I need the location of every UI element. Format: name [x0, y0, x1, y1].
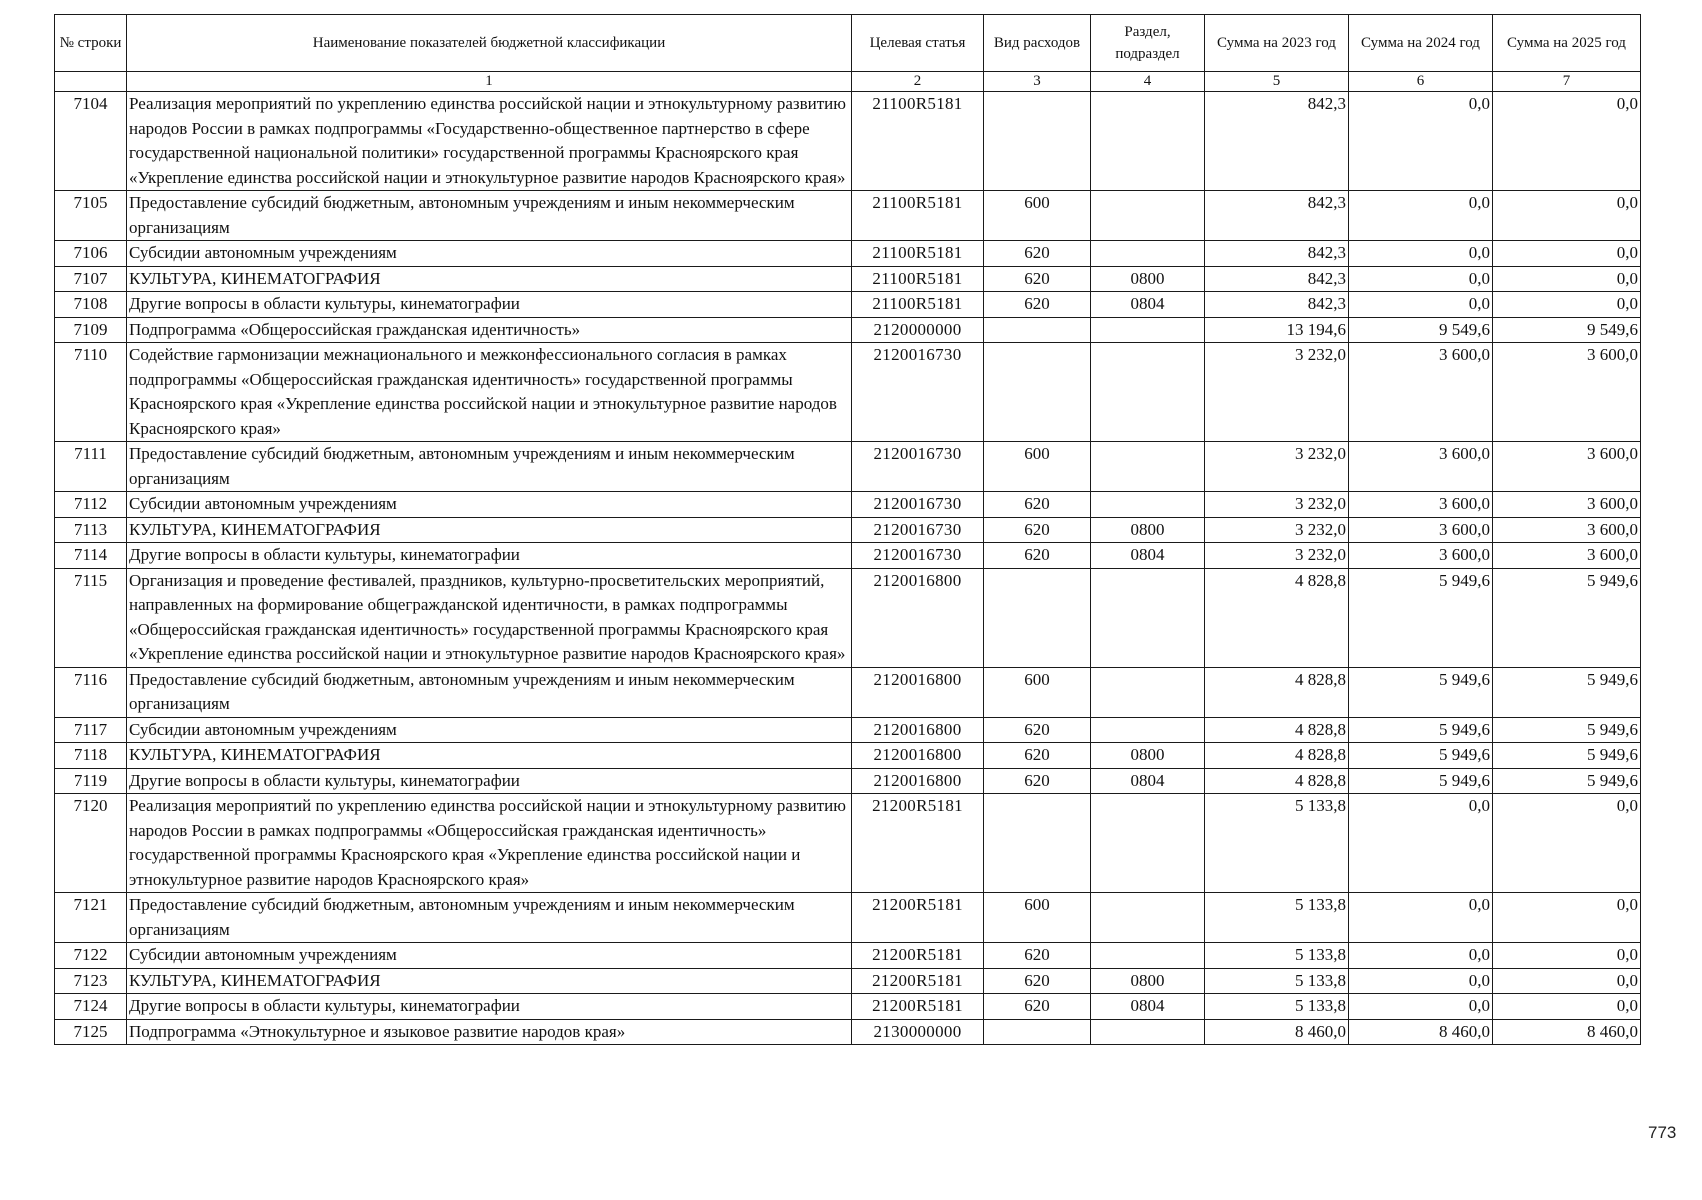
row-number-cell: 7122: [55, 943, 127, 969]
sum-2024-cell: 0,0: [1349, 292, 1493, 318]
table-row: [55, 266, 1641, 292]
table-row: [55, 191, 1641, 241]
sum-2024-cell: 5 949,6: [1349, 717, 1493, 743]
section-cell: 0800: [1091, 266, 1205, 292]
target-article-cell: 2120000000: [852, 317, 984, 343]
row-number-cell: 7114: [55, 543, 127, 569]
row-number-cell: 7117: [55, 717, 127, 743]
target-article-cell: 21200R5181: [852, 968, 984, 994]
indicator-name-cell: Подпрограмма «Общероссийская гражданская идентичность»: [127, 317, 852, 343]
target-article-cell: 21200R5181: [852, 943, 984, 969]
row-number-cell: 7112: [55, 492, 127, 518]
sum-2024-cell: 0,0: [1349, 241, 1493, 267]
row-number-cell: 7108: [55, 292, 127, 318]
sum-2023-cell: 8 460,0: [1205, 1019, 1349, 1045]
sum-2025-cell: 0,0: [1493, 943, 1641, 969]
sum-2023-cell: 4 828,8: [1205, 717, 1349, 743]
table-row: [55, 994, 1641, 1020]
header-razdel: Раздел, подраздел: [1091, 15, 1205, 72]
indicator-name-cell: Субсидии автономным учреждениям: [127, 492, 852, 518]
target-article-cell: 21200R5181: [852, 794, 984, 893]
sum-2025-cell: 0,0: [1493, 191, 1641, 241]
target-article-cell: 2120016800: [852, 667, 984, 717]
table-row: [55, 317, 1641, 343]
indicator-name-cell: Предоставление субсидий бюджетным, автономным учреждениям и иным некоммерческим организациям: [127, 442, 852, 492]
row-number-cell: 7121: [55, 893, 127, 943]
sum-2023-cell: 842,3: [1205, 241, 1349, 267]
indicator-name-cell: Другие вопросы в области культуры, кинематографии: [127, 994, 852, 1020]
row-number-cell: 7124: [55, 994, 127, 1020]
table-row: [55, 442, 1641, 492]
sum-2023-cell: 4 828,8: [1205, 568, 1349, 667]
table-row: [55, 968, 1641, 994]
page-number: 773: [1648, 1123, 1677, 1142]
row-number-cell: 7105: [55, 191, 127, 241]
budget-table: [54, 14, 1641, 1045]
sum-2023-cell: 5 133,8: [1205, 794, 1349, 893]
target-article-cell: 2120016730: [852, 442, 984, 492]
table-row: [55, 292, 1641, 318]
sum-2023-cell: 3 232,0: [1205, 442, 1349, 492]
table-body: [55, 92, 1641, 1045]
sum-2024-cell: 0,0: [1349, 968, 1493, 994]
section-cell: [1091, 717, 1205, 743]
expense-type-cell: 620: [984, 292, 1091, 318]
indicator-name-cell: Другие вопросы в области культуры, кинематографии: [127, 543, 852, 569]
indicator-name-cell: Субсидии автономным учреждениям: [127, 717, 852, 743]
sum-2025-cell: 5 949,6: [1493, 717, 1641, 743]
sum-2023-cell: 3 232,0: [1205, 343, 1349, 442]
column-number: 7: [1493, 72, 1641, 92]
sum-2025-cell: 3 600,0: [1493, 543, 1641, 569]
indicator-name-cell: Предоставление субсидий бюджетным, автономным учреждениям и иным некоммерческим организациям: [127, 191, 852, 241]
sum-2023-cell: 4 828,8: [1205, 667, 1349, 717]
section-cell: 0800: [1091, 743, 1205, 769]
sum-2023-cell: 3 232,0: [1205, 517, 1349, 543]
section-cell: [1091, 442, 1205, 492]
sum-2024-cell: 0,0: [1349, 943, 1493, 969]
sum-2024-cell: 5 949,6: [1349, 768, 1493, 794]
row-number-cell: 7111: [55, 442, 127, 492]
sum-2023-cell: 3 232,0: [1205, 492, 1349, 518]
expense-type-cell: 620: [984, 241, 1091, 267]
sum-2024-cell: 0,0: [1349, 191, 1493, 241]
expense-type-cell: 620: [984, 943, 1091, 969]
sum-2025-cell: 0,0: [1493, 968, 1641, 994]
sum-2023-cell: 5 133,8: [1205, 893, 1349, 943]
sum-2025-cell: 9 549,6: [1493, 317, 1641, 343]
row-number-cell: 7123: [55, 968, 127, 994]
section-cell: 0800: [1091, 517, 1205, 543]
target-article-cell: 21100R5181: [852, 241, 984, 267]
sum-2025-cell: 3 600,0: [1493, 343, 1641, 442]
section-cell: [1091, 191, 1205, 241]
indicator-name-cell: Реализация мероприятий по укреплению единства российской нации и этнокультурному развитию народов России в рамках подпрограммы «Государственно-общественное партнерство в сфере государственной национальной политики» государственной программы Красноярского края «Укрепление единства российской нации и этнокультурное развитие народов Красноярского края»: [127, 92, 852, 191]
sum-2025-cell: 5 949,6: [1493, 568, 1641, 667]
sum-2024-cell: 8 460,0: [1349, 1019, 1493, 1045]
target-article-cell: 2120016730: [852, 492, 984, 518]
section-cell: 0804: [1091, 994, 1205, 1020]
column-number: 3: [984, 72, 1091, 92]
row-number-cell: 7120: [55, 794, 127, 893]
row-number-cell: 7110: [55, 343, 127, 442]
table-row: [55, 717, 1641, 743]
section-cell: [1091, 92, 1205, 191]
section-cell: [1091, 568, 1205, 667]
indicator-name-cell: Другие вопросы в области культуры, кинематографии: [127, 292, 852, 318]
target-article-cell: 2120016730: [852, 543, 984, 569]
target-article-cell: 21100R5181: [852, 191, 984, 241]
header-name: Наименование показателей бюджетной классификации: [127, 15, 852, 72]
indicator-name-cell: КУЛЬТУРА, КИНЕМАТОГРАФИЯ: [127, 968, 852, 994]
row-number-cell: 7104: [55, 92, 127, 191]
sum-2023-cell: 13 194,6: [1205, 317, 1349, 343]
row-number-cell: 7113: [55, 517, 127, 543]
header-sum-2025: Сумма на 2025 год: [1493, 15, 1641, 72]
sum-2025-cell: 3 600,0: [1493, 442, 1641, 492]
section-cell: [1091, 492, 1205, 518]
column-number: 6: [1349, 72, 1493, 92]
expense-type-cell: 600: [984, 893, 1091, 943]
expense-type-cell: 600: [984, 667, 1091, 717]
expense-type-cell: [984, 794, 1091, 893]
sum-2025-cell: 0,0: [1493, 893, 1641, 943]
sum-2024-cell: 9 549,6: [1349, 317, 1493, 343]
sum-2024-cell: 3 600,0: [1349, 543, 1493, 569]
indicator-name-cell: Подпрограмма «Этнокультурное и языковое развитие народов края»: [127, 1019, 852, 1045]
target-article-cell: 21100R5181: [852, 92, 984, 191]
sum-2025-cell: 3 600,0: [1493, 517, 1641, 543]
sum-2024-cell: 0,0: [1349, 794, 1493, 893]
indicator-name-cell: КУЛЬТУРА, КИНЕМАТОГРАФИЯ: [127, 517, 852, 543]
sum-2024-cell: 0,0: [1349, 893, 1493, 943]
expense-type-cell: 620: [984, 517, 1091, 543]
sum-2024-cell: 5 949,6: [1349, 667, 1493, 717]
sum-2024-cell: 3 600,0: [1349, 343, 1493, 442]
header-target: Целевая статья: [852, 15, 984, 72]
column-number-row: [55, 72, 1641, 92]
section-cell: [1091, 343, 1205, 442]
table-row: [55, 517, 1641, 543]
sum-2023-cell: 5 133,8: [1205, 994, 1349, 1020]
section-cell: 0800: [1091, 968, 1205, 994]
indicator-name-cell: Предоставление субсидий бюджетным, автономным учреждениям и иным некоммерческим организациям: [127, 667, 852, 717]
sum-2025-cell: 0,0: [1493, 794, 1641, 893]
table-row: [55, 492, 1641, 518]
target-article-cell: 2120016800: [852, 768, 984, 794]
table-row: [55, 343, 1641, 442]
sum-2024-cell: 3 600,0: [1349, 517, 1493, 543]
column-number: 2: [852, 72, 984, 92]
section-cell: 0804: [1091, 292, 1205, 318]
sum-2025-cell: 0,0: [1493, 241, 1641, 267]
column-number-blank: [55, 72, 127, 92]
sum-2025-cell: 0,0: [1493, 266, 1641, 292]
expense-type-cell: [984, 568, 1091, 667]
expense-type-cell: 620: [984, 994, 1091, 1020]
target-article-cell: 2130000000: [852, 1019, 984, 1045]
indicator-name-cell: Организация и проведение фестивалей, праздников, культурно-просветительских мероприятий, направленных на формирование общегражданской идентичности, в рамках подпрограммы «Общероссийская гражданская идентичность» государственной программы Красноярского края «Укрепление единства российской нации и этнокультурное развитие народов Красноярского края»: [127, 568, 852, 667]
sum-2025-cell: 3 600,0: [1493, 492, 1641, 518]
table-row: [55, 568, 1641, 667]
table-row: [55, 794, 1641, 893]
indicator-name-cell: Предоставление субсидий бюджетным, автономным учреждениям и иным некоммерческим организациям: [127, 893, 852, 943]
section-cell: [1091, 317, 1205, 343]
column-number: 5: [1205, 72, 1349, 92]
sum-2025-cell: 8 460,0: [1493, 1019, 1641, 1045]
expense-type-cell: 620: [984, 968, 1091, 994]
sum-2023-cell: 842,3: [1205, 191, 1349, 241]
table-row: [55, 667, 1641, 717]
sum-2025-cell: 5 949,6: [1493, 667, 1641, 717]
row-number-cell: 7106: [55, 241, 127, 267]
table-row: [55, 543, 1641, 569]
expense-type-cell: 600: [984, 191, 1091, 241]
row-number-cell: 7109: [55, 317, 127, 343]
expense-type-cell: [984, 92, 1091, 191]
sum-2025-cell: 5 949,6: [1493, 768, 1641, 794]
table-row: [55, 92, 1641, 191]
sum-2023-cell: 3 232,0: [1205, 543, 1349, 569]
sum-2024-cell: 0,0: [1349, 994, 1493, 1020]
row-number-cell: 7115: [55, 568, 127, 667]
sum-2023-cell: 842,3: [1205, 292, 1349, 318]
sum-2023-cell: 5 133,8: [1205, 943, 1349, 969]
header-row: [55, 15, 1641, 72]
sum-2023-cell: 5 133,8: [1205, 968, 1349, 994]
expense-type-cell: 600: [984, 442, 1091, 492]
expense-type-cell: [984, 317, 1091, 343]
section-cell: [1091, 893, 1205, 943]
header-sum-2023: Сумма на 2023 год: [1205, 15, 1349, 72]
header-vid: Вид расходов: [984, 15, 1091, 72]
row-number-cell: 7107: [55, 266, 127, 292]
sum-2024-cell: 5 949,6: [1349, 568, 1493, 667]
expense-type-cell: 620: [984, 543, 1091, 569]
table-row: [55, 241, 1641, 267]
indicator-name-cell: Субсидии автономным учреждениям: [127, 241, 852, 267]
sum-2023-cell: 842,3: [1205, 92, 1349, 191]
section-cell: [1091, 667, 1205, 717]
target-article-cell: 21200R5181: [852, 893, 984, 943]
expense-type-cell: 620: [984, 492, 1091, 518]
target-article-cell: 2120016800: [852, 743, 984, 769]
table-row: [55, 893, 1641, 943]
section-cell: [1091, 1019, 1205, 1045]
sum-2024-cell: 3 600,0: [1349, 442, 1493, 492]
sum-2025-cell: 0,0: [1493, 994, 1641, 1020]
target-article-cell: 2120016730: [852, 343, 984, 442]
section-cell: 0804: [1091, 768, 1205, 794]
column-number: 1: [127, 72, 852, 92]
indicator-name-cell: Содействие гармонизации межнационального и межконфессионального согласия в рамках подпрограммы «Общероссийская гражданская идентичность» государственной программы Красноярского края «Укрепление единства российской нации и этнокультурное развитие народов Красноярского края»: [127, 343, 852, 442]
section-cell: [1091, 943, 1205, 969]
sum-2025-cell: 5 949,6: [1493, 743, 1641, 769]
section-cell: 0804: [1091, 543, 1205, 569]
expense-type-cell: 620: [984, 768, 1091, 794]
sum-2025-cell: 0,0: [1493, 292, 1641, 318]
row-number-cell: 7118: [55, 743, 127, 769]
section-cell: [1091, 241, 1205, 267]
target-article-cell: 21200R5181: [852, 994, 984, 1020]
expense-type-cell: [984, 343, 1091, 442]
indicator-name-cell: КУЛЬТУРА, КИНЕМАТОГРАФИЯ: [127, 266, 852, 292]
target-article-cell: 21100R5181: [852, 292, 984, 318]
indicator-name-cell: Реализация мероприятий по укреплению единства российской нации и этнокультурному развитию народов России в рамках подпрограммы «Общероссийская гражданская идентичность» государственной программы Красноярского края «Укрепление единства российской нации и этнокультурное развитие народов Красноярского края»: [127, 794, 852, 893]
table-row: [55, 943, 1641, 969]
row-number-cell: 7119: [55, 768, 127, 794]
header-row-no: № строки: [55, 15, 127, 72]
indicator-name-cell: Другие вопросы в области культуры, кинематографии: [127, 768, 852, 794]
sum-2023-cell: 4 828,8: [1205, 743, 1349, 769]
indicator-name-cell: КУЛЬТУРА, КИНЕМАТОГРАФИЯ: [127, 743, 852, 769]
target-article-cell: 21100R5181: [852, 266, 984, 292]
sum-2024-cell: 3 600,0: [1349, 492, 1493, 518]
target-article-cell: 2120016800: [852, 568, 984, 667]
expense-type-cell: [984, 1019, 1091, 1045]
sum-2023-cell: 4 828,8: [1205, 768, 1349, 794]
table-row: [55, 1019, 1641, 1045]
sum-2024-cell: 0,0: [1349, 266, 1493, 292]
table-row: [55, 743, 1641, 769]
indicator-name-cell: Субсидии автономным учреждениям: [127, 943, 852, 969]
header-sum-2024: Сумма на 2024 год: [1349, 15, 1493, 72]
section-cell: [1091, 794, 1205, 893]
expense-type-cell: 620: [984, 717, 1091, 743]
sum-2023-cell: 842,3: [1205, 266, 1349, 292]
sum-2025-cell: 0,0: [1493, 92, 1641, 191]
target-article-cell: 2120016800: [852, 717, 984, 743]
target-article-cell: 2120016730: [852, 517, 984, 543]
expense-type-cell: 620: [984, 743, 1091, 769]
sum-2024-cell: 0,0: [1349, 92, 1493, 191]
column-number: 4: [1091, 72, 1205, 92]
table-row: [55, 768, 1641, 794]
row-number-cell: 7116: [55, 667, 127, 717]
sum-2024-cell: 5 949,6: [1349, 743, 1493, 769]
expense-type-cell: 620: [984, 266, 1091, 292]
row-number-cell: 7125: [55, 1019, 127, 1045]
